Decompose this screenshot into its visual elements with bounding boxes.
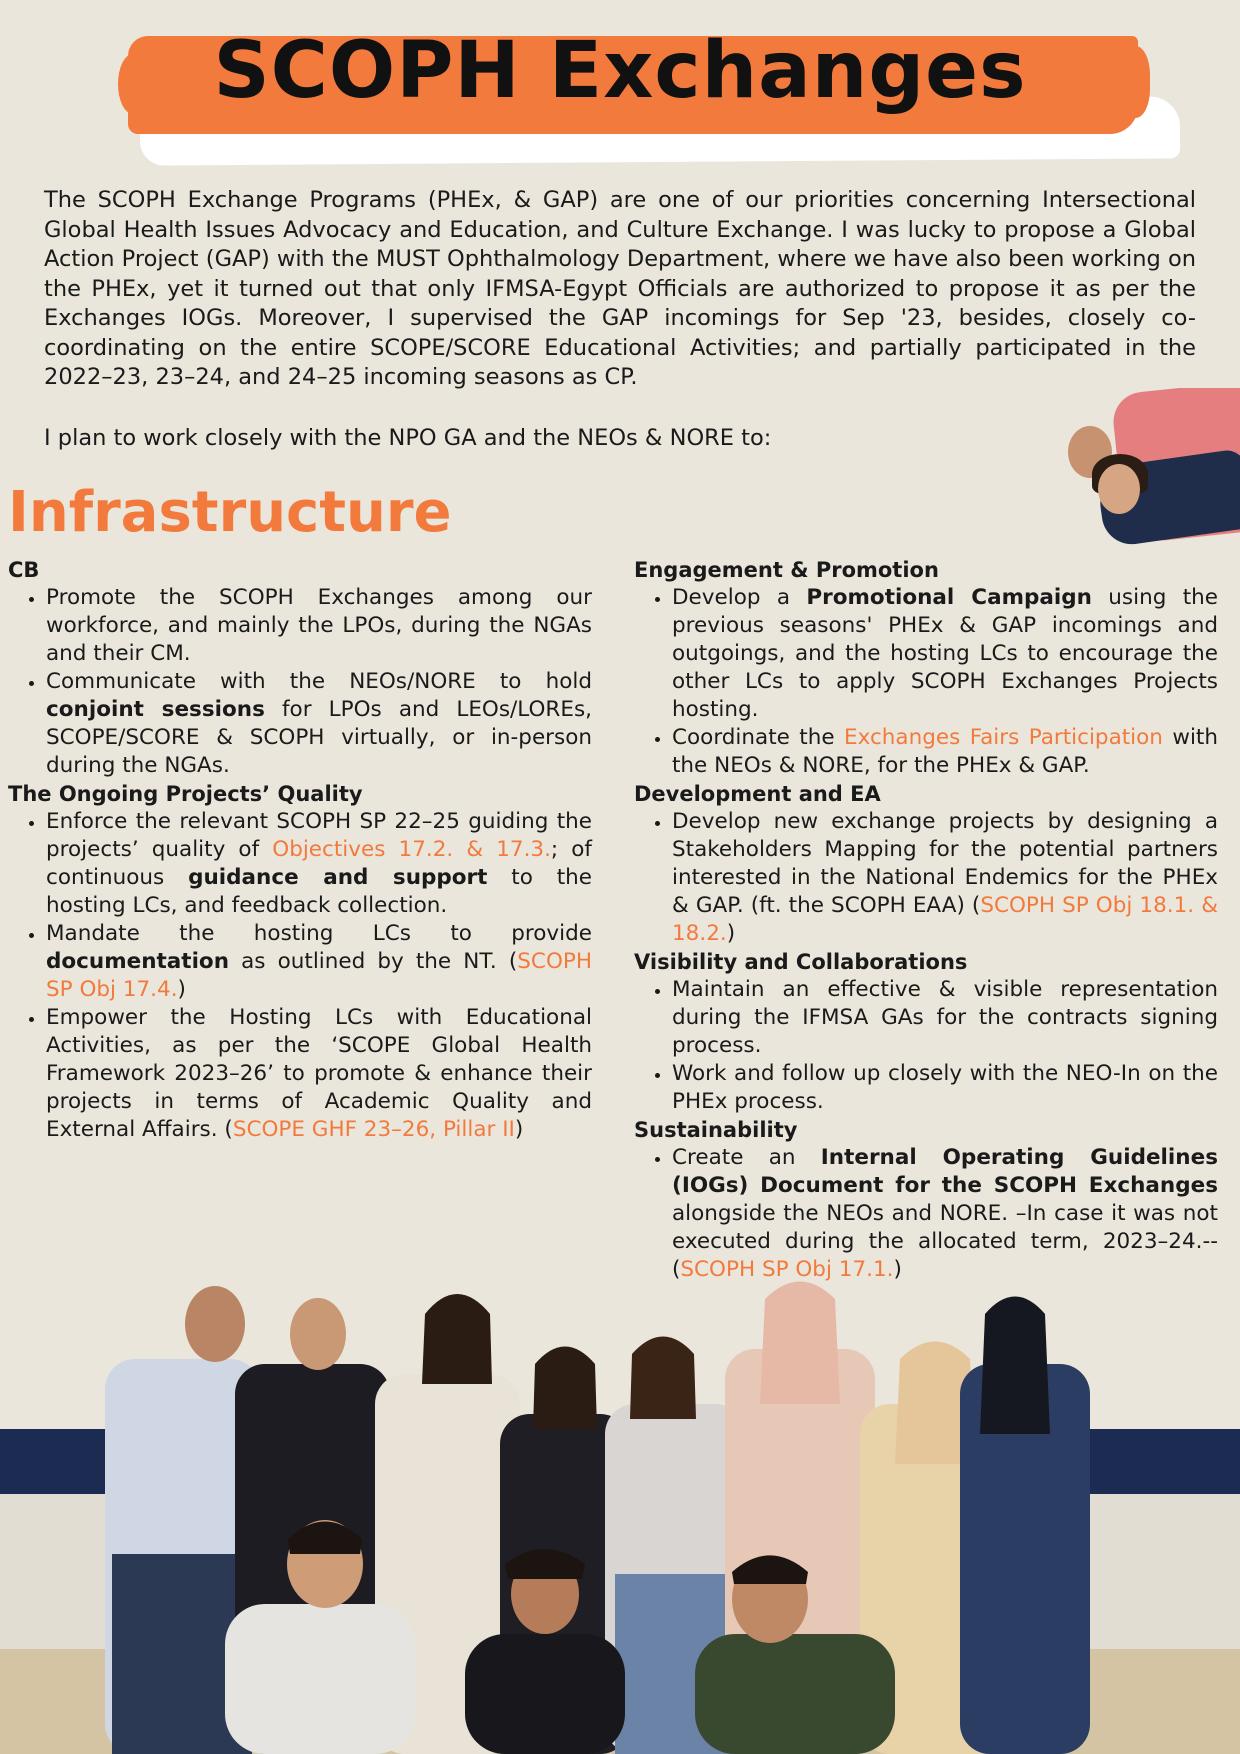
right-column	[634, 556, 1218, 1284]
plan-statement: I plan to work closely with the NPO GA and the NEOs & NORE to:	[44, 425, 772, 451]
list-item-text: Work and follow up closely with the NEO-In on the PHEx process.	[672, 1061, 1218, 1114]
emphasis-text: documentation	[46, 949, 230, 974]
visibility-list	[634, 976, 1218, 1116]
development-list	[634, 808, 1218, 948]
list-item	[672, 808, 1218, 948]
list-item	[46, 1004, 592, 1144]
left-column	[8, 556, 592, 1144]
emphasis-text: guidance and support	[188, 865, 488, 890]
list-item-text: to the hosting LCs, and feedback collection.	[46, 865, 592, 918]
list-item-text: as outlined by the NT. (	[229, 949, 518, 974]
section-heading-infrastructure: Infrastructure	[8, 480, 452, 545]
page-title: SCOPH Exchanges	[213, 26, 1027, 116]
list-item-text: alongside the NEOs and NORE. –In case it was not executed during the allocated term, 2023–24.-- (	[672, 1201, 1218, 1282]
list-item-text: Develop a	[672, 585, 807, 610]
list-item-text: )	[514, 1117, 524, 1142]
emphasis-text: conjoint sessions	[46, 697, 265, 722]
side-photo	[1060, 388, 1240, 548]
list-item-text: Empower the Hosting LCs with Educational Activities, as per the ‘SCOPE Global Health Framework 2023–26’ to promote & enhance their projects in terms of Academic Quality and External Affairs. (	[46, 1005, 592, 1142]
reference-text: Objectives 17.2. & 17.3.	[272, 837, 551, 862]
list-item-text: )	[726, 921, 736, 946]
list-item-text: Communicate with the NEOs/NORE to hold	[46, 669, 592, 694]
list-item	[672, 584, 1218, 724]
list-item-text: )	[893, 1257, 902, 1282]
intro-paragraph: The SCOPH Exchange Programs (PHEx, & GAP) are one of our priorities concerning Intersectional Global Health Issues Advocacy and Education, and Culture Exchange. I was lucky to propose a Global Action Project (GAP) with the MUST Ophthalmology Department, where we have also been working on the PHEx, yet it turned out that only IFMSA-Egypt Officials are authorized to propose it as per the Exchanges IOGs. Moreover, I supervised the GAP incomings for Sep '23, besides, closely co-coordinating on the entire SCOPE/SCORE Educational Activities; and partially participated in the 2022–23, 23–24, and 24–25 incoming seasons as CP.	[44, 187, 1196, 390]
list-item-text: Coordinate the	[672, 725, 845, 750]
cb-list	[8, 584, 592, 780]
list-item	[672, 1060, 1218, 1116]
subheading-visibility: Visibility and Collaborations	[634, 950, 968, 974]
list-item	[46, 668, 592, 780]
emphasis-text: Internal Operating Guidelines (IOGs) Document for the SCOPH Exchanges	[672, 1145, 1218, 1198]
photo-face	[1098, 464, 1140, 514]
subheading-sustainability: Sustainability	[634, 1118, 798, 1142]
emphasis-text: Promotional Campaign	[806, 585, 1092, 610]
list-item-text: )	[177, 977, 186, 1002]
engagement-list	[634, 584, 1218, 780]
list-item-text: Develop new exchange projects by designing a Stakeholders Mapping for the potential partners interested in the National Endemics for the PHEx & GAP. (ft. the SCOPH EAA) (	[672, 809, 1218, 918]
group-photo	[0, 1254, 1240, 1754]
list-item	[672, 724, 1218, 780]
group-photo-illustration	[0, 1254, 1240, 1754]
reference-text: SCOPH SP Obj 17.1.	[680, 1257, 894, 1282]
list-item-text: Create an	[672, 1145, 821, 1170]
list-item-text: using the previous seasons' PHEx & GAP incomings and outgoings, and the hosting LCs to encourage the other LCs to apply SCOPH Exchanges Projects hosting.	[672, 585, 1219, 722]
subheading-cb: CB	[8, 558, 40, 582]
list-item	[46, 920, 592, 1004]
subheading-development: Development and EA	[634, 782, 881, 806]
subheading-quality: The Ongoing Projects’ Quality	[8, 782, 363, 806]
list-item-text: Enforce the relevant SCOPH SP 22–25 guiding the projects’ quality of	[46, 809, 592, 862]
list-item-text: for LPOs and LEOs/LOREs, SCOPE/SCORE & SCOPH virtually, or in-person during the NGAs.	[46, 697, 592, 778]
list-item-text: Promote the SCOPH Exchanges among our workforce, and mainly the LPOs, during the NGAs and their CM.	[46, 585, 592, 666]
list-item	[672, 976, 1218, 1060]
reference-text: SCOPE GHF 23–26, Pillar II	[232, 1117, 515, 1142]
person-8	[960, 1297, 1090, 1754]
list-item	[46, 584, 592, 668]
quality-list	[8, 808, 592, 1144]
list-item	[46, 808, 592, 920]
reference-text: Exchanges Fairs Participation	[844, 725, 1163, 750]
list-item-text: with the NEOs & NORE, for the PHEx & GAP.	[672, 725, 1218, 778]
subheading-engagement: Engagement & Promotion	[634, 558, 939, 582]
list-item-text: Maintain an effective & visible representation during the IFMSA GAs for the contracts signing process.	[672, 977, 1218, 1058]
list-item-text: Mandate the hosting LCs to provide	[46, 921, 592, 946]
list-item-text: ; of continuous	[46, 837, 592, 890]
reference-text: SCOPH SP Obj 17.4.	[46, 949, 592, 1002]
reference-text: SCOPH SP Obj 18.1. & 18.2.	[672, 893, 1218, 946]
